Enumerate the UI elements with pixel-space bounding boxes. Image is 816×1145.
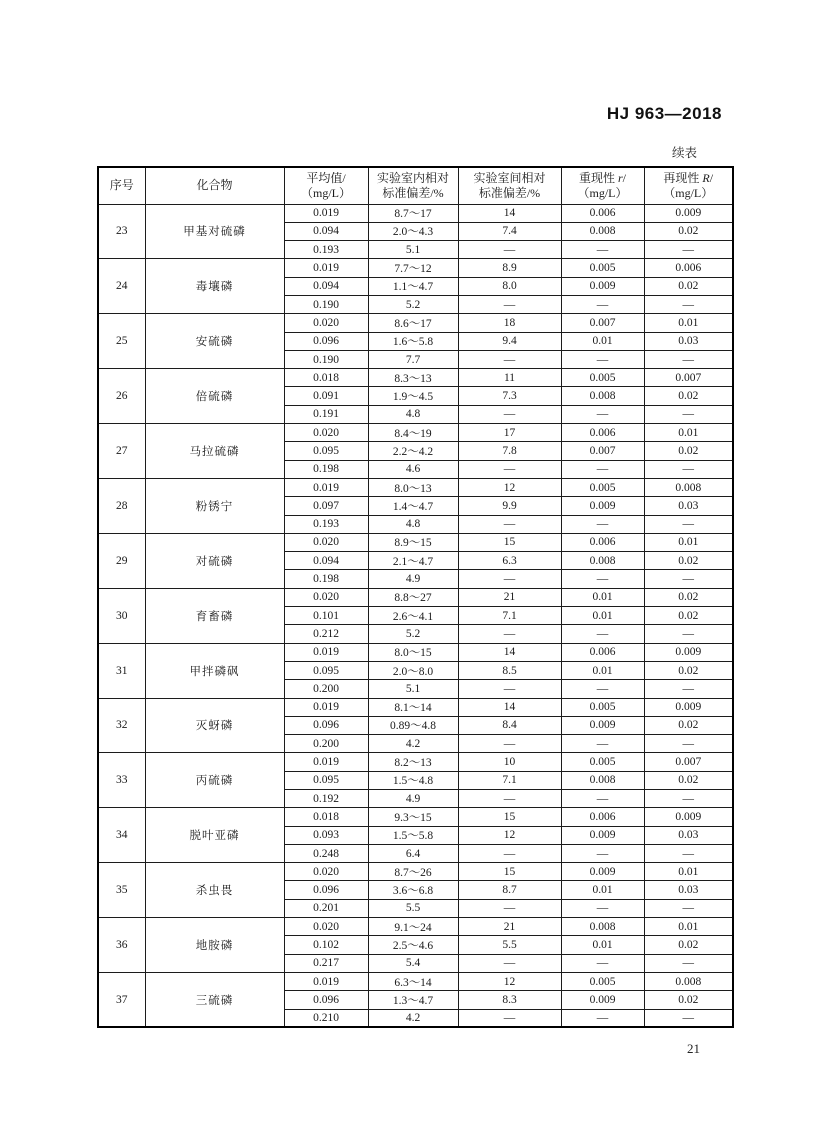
value-cell: 0.008 [644,478,733,496]
table-row [98,808,733,826]
value-cell: 0.201 [284,899,368,917]
table-row [98,259,733,277]
value-cell: 17 [458,424,561,442]
value-cell: 0.009 [561,991,644,1009]
value-cell: 4.2 [368,1009,458,1027]
value-cell: — [458,954,561,972]
col-header-repeat-title: 重现性 [578,170,618,185]
value-cell: — [561,790,644,808]
value-cell: 0.020 [284,314,368,332]
value-cell: 6.3～14 [368,972,458,990]
value-cell: 0.019 [284,643,368,661]
value-cell: 0.005 [561,478,644,496]
value-cell: 0.095 [284,771,368,789]
value-cell: 0.192 [284,790,368,808]
value-cell: 0.01 [561,332,644,350]
col-header-reproduce-slash: / [709,170,714,185]
compound-name-cell: 安硫磷 [145,314,284,369]
value-cell: 6.4 [368,844,458,862]
compound-name-cell: 杀虫畏 [145,863,284,918]
value-cell: 8.2～13 [368,753,458,771]
value-cell: 0.005 [561,698,644,716]
row-index-cell: 37 [98,972,145,1027]
value-cell: 9.4 [458,332,561,350]
value-cell: 14 [458,204,561,222]
value-cell: 0.007 [644,369,733,387]
value-cell: — [458,790,561,808]
col-header-repeat-unit: （mg/L） [577,185,628,200]
value-cell: 0.02 [644,607,733,625]
value-cell: 18 [458,314,561,332]
value-cell: 0.006 [561,204,644,222]
value-cell: 0.093 [284,826,368,844]
table-row [98,698,733,716]
value-cell: 0.019 [284,698,368,716]
row-index-cell: 31 [98,643,145,698]
compound-name-cell: 灭蚜磷 [145,698,284,753]
value-cell: 0.009 [561,716,644,734]
value-cell: 8.7 [458,881,561,899]
value-cell: — [561,295,644,313]
value-cell: 0.02 [644,387,733,405]
value-cell: 0.094 [284,277,368,295]
doc-number: HJ 963—2018 [606,104,722,123]
col-header-compound [145,167,284,204]
value-cell: 5.2 [368,625,458,643]
value-cell: 0.01 [561,936,644,954]
value-cell: 0.193 [284,515,368,533]
value-cell: — [458,295,561,313]
value-cell: 0.009 [644,698,733,716]
value-cell: 4.2 [368,735,458,753]
value-cell: 12 [458,478,561,496]
value-cell: 0.193 [284,241,368,259]
value-cell: 2.0～4.3 [368,222,458,240]
row-index-cell: 23 [98,204,145,259]
col-header-index-label: 序号 [109,178,134,193]
table-row [98,204,733,222]
value-cell: 15 [458,533,561,551]
value-cell: 14 [458,698,561,716]
value-cell: — [561,735,644,753]
value-cell: 8.0 [458,277,561,295]
row-index-cell: 35 [98,863,145,918]
col-header-mean-line1: 平均值/ [306,170,346,185]
value-cell: 0.03 [644,881,733,899]
value-cell: 9.1～24 [368,918,458,936]
value-cell: 0.006 [561,424,644,442]
value-cell: 0.01 [644,314,733,332]
value-cell: 0.02 [644,661,733,679]
value-cell: 6.3 [458,552,561,570]
value-cell: 0.005 [561,259,644,277]
value-cell: 0.03 [644,826,733,844]
value-cell: 0.200 [284,680,368,698]
col-header-compound-label: 化合物 [196,178,233,193]
value-cell: 0.009 [561,277,644,295]
value-cell: 0.009 [561,497,644,515]
value-cell: — [561,625,644,643]
precision-data-table [97,166,734,1028]
value-cell: 1.5～4.8 [368,771,458,789]
value-cell: 8.6～17 [368,314,458,332]
value-cell: 8.8～27 [368,588,458,606]
value-cell: 15 [458,808,561,826]
value-cell: — [644,350,733,368]
col-header-reproduce-title: 再现性 [663,170,703,185]
value-cell: 0.097 [284,497,368,515]
value-cell: 0.01 [561,588,644,606]
value-cell: 0.02 [644,936,733,954]
value-cell: 0.006 [561,808,644,826]
value-cell: 0.02 [644,277,733,295]
value-cell: 8.0～15 [368,643,458,661]
value-cell: 0.020 [284,918,368,936]
value-cell: 0.01 [561,661,644,679]
value-cell: — [644,515,733,533]
row-index-cell: 34 [98,808,145,863]
value-cell: — [458,570,561,588]
col-header-reproducibility [644,167,733,204]
table-row [98,369,733,387]
value-cell: 0.007 [561,314,644,332]
col-header-repeat-slash: / [622,170,627,185]
value-cell: 8.9～15 [368,533,458,551]
value-cell: 0.009 [644,643,733,661]
value-cell: — [458,899,561,917]
value-cell: 0.019 [284,478,368,496]
value-cell: — [644,844,733,862]
continued-table-label: 续表 [672,146,698,160]
value-cell: 0.02 [644,771,733,789]
table-row [98,478,733,496]
value-cell: 12 [458,826,561,844]
value-cell: 0.019 [284,204,368,222]
value-cell: 7.4 [458,222,561,240]
compound-name-cell: 地胺磷 [145,918,284,973]
value-cell: 0.008 [561,222,644,240]
value-cell: — [458,405,561,423]
table-row [98,424,733,442]
value-cell: — [644,625,733,643]
value-cell: 5.4 [368,954,458,972]
value-cell: — [458,625,561,643]
value-cell: 8.4 [458,716,561,734]
value-cell: 0.190 [284,295,368,313]
value-cell: — [644,295,733,313]
value-cell: 0.02 [644,588,733,606]
value-cell: 0.01 [644,533,733,551]
row-index-cell: 36 [98,918,145,973]
table-row [98,643,733,661]
value-cell: 2.1～4.7 [368,552,458,570]
value-cell: 7.3 [458,387,561,405]
value-cell: 0.02 [644,442,733,460]
value-cell: 0.191 [284,405,368,423]
row-index-cell: 32 [98,698,145,753]
value-cell: — [458,680,561,698]
value-cell: 0.200 [284,735,368,753]
row-index-cell: 28 [98,478,145,533]
value-cell: 0.01 [644,424,733,442]
value-cell: 0.096 [284,991,368,1009]
value-cell: 0.005 [561,369,644,387]
page-number: 21 [687,1041,700,1056]
value-cell: 0.094 [284,552,368,570]
col-header-intra-line1: 实验室内相对 [376,170,449,185]
value-cell: — [644,405,733,423]
value-cell: 0.006 [561,643,644,661]
value-cell: 5.5 [458,936,561,954]
table-row [98,314,733,332]
value-cell: 0.007 [644,753,733,771]
compound-name-cell: 三硫磷 [145,972,284,1027]
value-cell: 3.6～6.8 [368,881,458,899]
value-cell: 12 [458,972,561,990]
value-cell: 5.1 [368,241,458,259]
value-cell: 0.01 [644,918,733,936]
table-body [98,204,733,1027]
value-cell: — [644,1009,733,1027]
value-cell: 7.8 [458,442,561,460]
value-cell: 0.096 [284,332,368,350]
value-cell: 5.5 [368,899,458,917]
table-row [98,753,733,771]
value-cell: 0.005 [561,753,644,771]
value-cell: 0.01 [644,863,733,881]
value-cell: 0.102 [284,936,368,954]
value-cell: 15 [458,863,561,881]
value-cell: 0.006 [561,533,644,551]
value-cell: — [561,954,644,972]
value-cell: 0.02 [644,222,733,240]
value-cell: — [644,790,733,808]
value-cell: — [561,241,644,259]
col-header-mean [284,167,368,204]
compound-name-cell: 倍硫磷 [145,369,284,424]
value-cell: 0.008 [561,918,644,936]
compound-name-cell: 丙硫磷 [145,753,284,808]
value-cell: — [458,735,561,753]
value-cell: 11 [458,369,561,387]
value-cell: 1.3～4.7 [368,991,458,1009]
value-cell: 0.101 [284,607,368,625]
value-cell: 0.096 [284,881,368,899]
value-cell: 1.9～4.5 [368,387,458,405]
table-row [98,533,733,551]
value-cell: 0.210 [284,1009,368,1027]
col-header-inter-line2: 标准偏差/% [478,185,541,200]
value-cell: — [561,680,644,698]
value-cell: — [644,954,733,972]
value-cell: — [561,350,644,368]
compound-name-cell: 粉锈宁 [145,478,284,533]
value-cell: 0.094 [284,222,368,240]
value-cell: 7.7～12 [368,259,458,277]
table-header-row [98,167,733,204]
value-cell: 1.6～5.8 [368,332,458,350]
value-cell: 0.009 [644,808,733,826]
value-cell: — [644,460,733,478]
compound-name-cell: 脱叶亚磷 [145,808,284,863]
value-cell: 0.008 [561,387,644,405]
value-cell: 21 [458,918,561,936]
value-cell: 0.019 [284,259,368,277]
row-index-cell: 30 [98,588,145,643]
table-row [98,972,733,990]
value-cell: 0.008 [561,552,644,570]
compound-name-cell: 毒壤磷 [145,259,284,314]
compound-name-cell: 甲基对硫磷 [145,204,284,259]
value-cell: 0.01 [561,607,644,625]
row-index-cell: 26 [98,369,145,424]
value-cell: 0.02 [644,716,733,734]
value-cell: 1.5～5.8 [368,826,458,844]
value-cell: 2.5～4.6 [368,936,458,954]
value-cell: 0.212 [284,625,368,643]
row-index-cell: 25 [98,314,145,369]
col-header-reproduce-unit: （mg/L） [663,185,714,200]
value-cell: — [458,1009,561,1027]
table-row [98,918,733,936]
value-cell: 0.89～4.8 [368,716,458,734]
value-cell: 0.019 [284,972,368,990]
value-cell: 5.1 [368,680,458,698]
value-cell: — [561,460,644,478]
value-cell: 8.0～13 [368,478,458,496]
value-cell: 1.1～4.7 [368,277,458,295]
value-cell: 0.198 [284,570,368,588]
value-cell: 0.008 [644,972,733,990]
value-cell: 8.1～14 [368,698,458,716]
col-header-intra-lab-rsd [368,167,458,204]
value-cell: 0.198 [284,460,368,478]
value-cell: — [644,899,733,917]
value-cell: 10 [458,753,561,771]
value-cell: 0.03 [644,497,733,515]
compound-name-cell: 对硫磷 [145,533,284,588]
value-cell: 8.4～19 [368,424,458,442]
col-header-inter-line1: 实验室间相对 [473,170,546,185]
value-cell: — [561,405,644,423]
value-cell: — [458,460,561,478]
value-cell: 21 [458,588,561,606]
value-cell: 0.018 [284,808,368,826]
value-cell: 0.02 [644,991,733,1009]
value-cell: 0.095 [284,442,368,460]
value-cell: 0.01 [561,881,644,899]
value-cell: 14 [458,643,561,661]
value-cell: 0.020 [284,588,368,606]
value-cell: 0.02 [644,552,733,570]
value-cell: 0.217 [284,954,368,972]
compound-name-cell: 甲拌磷砜 [145,643,284,698]
value-cell: — [458,844,561,862]
value-cell: 1.4～4.7 [368,497,458,515]
value-cell: 0.248 [284,844,368,862]
value-cell: 0.03 [644,332,733,350]
col-header-repeatability [561,167,644,204]
col-header-repeat-symbol: r [618,170,623,185]
value-cell: 2.0～8.0 [368,661,458,679]
value-cell: 4.9 [368,570,458,588]
row-index-cell: 29 [98,533,145,588]
value-cell: — [561,515,644,533]
value-cell: — [561,1009,644,1027]
value-cell: 9.9 [458,497,561,515]
value-cell: 0.018 [284,369,368,387]
value-cell: 0.009 [561,863,644,881]
value-cell: 4.9 [368,790,458,808]
value-cell: 2.6～4.1 [368,607,458,625]
value-cell: 7.1 [458,607,561,625]
compound-name-cell: 马拉硫磷 [145,424,284,479]
value-cell: 0.190 [284,350,368,368]
value-cell: 0.006 [644,259,733,277]
value-cell: — [644,735,733,753]
value-cell: — [644,570,733,588]
value-cell: 0.020 [284,533,368,551]
value-cell: 4.8 [368,405,458,423]
value-cell: 7.7 [368,350,458,368]
value-cell: 8.9 [458,259,561,277]
value-cell: 4.8 [368,515,458,533]
value-cell: 0.020 [284,863,368,881]
table-row [98,863,733,881]
value-cell: 8.7～26 [368,863,458,881]
col-header-inter-lab-rsd [458,167,561,204]
value-cell: — [561,899,644,917]
col-header-index [98,167,145,204]
value-cell: 8.5 [458,661,561,679]
value-cell: 0.019 [284,753,368,771]
value-cell: 0.095 [284,661,368,679]
value-cell: 7.1 [458,771,561,789]
row-index-cell: 27 [98,424,145,479]
value-cell: 9.3～15 [368,808,458,826]
value-cell: 2.2～4.2 [368,442,458,460]
value-cell: 0.007 [561,442,644,460]
value-cell: 4.6 [368,460,458,478]
value-cell: — [458,350,561,368]
value-cell: — [561,844,644,862]
value-cell: 0.008 [561,771,644,789]
value-cell: — [561,570,644,588]
col-header-reproduce-symbol: R [702,170,710,185]
col-header-intra-line2: 标准偏差/% [382,185,444,200]
value-cell: 8.3～13 [368,369,458,387]
value-cell: — [458,241,561,259]
value-cell: 0.009 [561,826,644,844]
value-cell: 0.096 [284,716,368,734]
value-cell: 8.7～17 [368,204,458,222]
row-index-cell: 24 [98,259,145,314]
value-cell: — [644,241,733,259]
value-cell: — [644,680,733,698]
value-cell: 0.005 [561,972,644,990]
value-cell: — [458,515,561,533]
compound-name-cell: 育畜磷 [145,588,284,643]
table-row [98,588,733,606]
value-cell: 0.020 [284,424,368,442]
col-header-mean-line2: （mg/L） [301,185,351,200]
value-cell: 0.091 [284,387,368,405]
value-cell: 5.2 [368,295,458,313]
value-cell: 0.009 [644,204,733,222]
value-cell: 8.3 [458,991,561,1009]
row-index-cell: 33 [98,753,145,808]
